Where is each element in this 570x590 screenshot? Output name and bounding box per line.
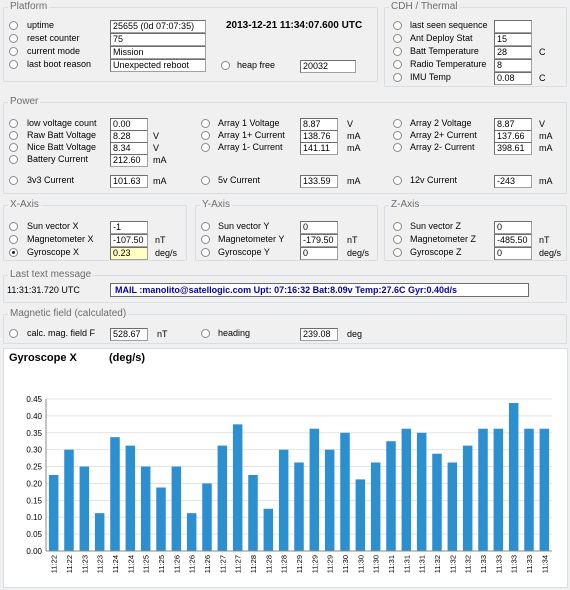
array2-plus-radio[interactable]	[393, 131, 402, 140]
last-message-text[interactable]: MAIL :manolito@satellogic.com Upt: 07:16:32 Bat:8.09v Temp:27.6C Gyr:0.40d/s	[110, 283, 529, 297]
x-tick-label: 11:32	[433, 555, 442, 574]
bar	[80, 467, 90, 551]
heading-radio[interactable]	[201, 329, 210, 338]
bar	[478, 429, 488, 551]
c5-current-unit: mA	[347, 176, 361, 186]
bar	[356, 479, 366, 551]
raw-batt-unit: V	[153, 131, 160, 141]
y-tick-label: 0.05	[26, 530, 42, 540]
bar	[448, 463, 458, 551]
sun-x-radio[interactable]	[9, 222, 18, 231]
chart-title: Gyroscope X	[9, 352, 77, 364]
x-tick-label: 11:33	[479, 555, 488, 574]
array2-minus-field[interactable]: 398.61	[494, 142, 532, 155]
array2-plus-label: Array 2+ Current	[410, 130, 477, 140]
low-voltage-label: low voltage count	[27, 118, 97, 128]
x-tick-label: 11:29	[310, 555, 320, 574]
bar	[95, 513, 105, 551]
calc-mag-unit: nT	[157, 329, 168, 339]
bar	[509, 403, 519, 551]
bar	[233, 424, 243, 551]
calc-mag-field[interactable]: 528.67	[110, 328, 148, 341]
bar	[325, 450, 335, 551]
last-seq-radio[interactable]	[393, 21, 402, 30]
gyro-y-label: Gyroscope Y	[218, 247, 270, 257]
bar	[494, 429, 504, 551]
last-boot-label: last boot reason	[27, 59, 92, 69]
gyro-x-unit: deg/s	[155, 248, 178, 258]
z-axis-title: Z-Axis	[391, 199, 420, 210]
bar	[463, 446, 473, 551]
sun-z-radio[interactable]	[393, 222, 402, 231]
mag-x-label: Magnetometer X	[27, 234, 94, 244]
radio-temp-radio[interactable]	[393, 60, 402, 69]
array2-plus-unit: mA	[539, 131, 553, 141]
ant-deploy-field[interactable]: 15	[494, 33, 532, 46]
x-tick-label: 11:33	[525, 555, 534, 574]
bar	[417, 433, 427, 551]
y-tick-label: 0.35	[26, 428, 42, 438]
bar	[540, 429, 550, 551]
bar	[49, 475, 59, 551]
last-boot-field[interactable]: Unexpected reboot	[110, 59, 206, 72]
heap-free-field[interactable]: 20032	[300, 60, 356, 73]
sun-y-field[interactable]: 0	[300, 221, 338, 234]
gyro-y-radio[interactable]	[201, 248, 210, 257]
array1-plus-field[interactable]: 138.76	[300, 130, 338, 143]
uptime-label: uptime	[27, 20, 55, 30]
last-boot-radio[interactable]	[9, 60, 18, 69]
bar	[264, 509, 274, 551]
radio-temp-field[interactable]: 8	[494, 59, 532, 72]
heap-free-label: heap free	[237, 60, 276, 70]
x-tick-label: 11:31	[402, 555, 412, 574]
current-mode-radio[interactable]	[9, 47, 18, 56]
heading-field[interactable]: 239.08	[300, 328, 338, 341]
batt-temp-unit: C	[539, 47, 546, 57]
bar	[218, 446, 228, 551]
array1-minus-label: Array 1- Current	[218, 142, 283, 152]
x-tick-label: 11:27	[218, 555, 228, 574]
array1-voltage-radio[interactable]	[201, 119, 210, 128]
gyroscope-bar-chart	[4, 349, 567, 587]
bar	[294, 463, 304, 551]
bar	[202, 483, 212, 551]
x-tick-label: 11:32	[463, 555, 473, 574]
array1-voltage-label: Array 1 Voltage	[218, 118, 280, 128]
bar	[248, 475, 258, 551]
batt-temp-field[interactable]: 28	[494, 46, 532, 59]
battery-current-radio[interactable]	[9, 155, 18, 164]
array1-minus-radio[interactable]	[201, 143, 210, 152]
c5-current-radio[interactable]	[201, 176, 210, 185]
c5-current-label: 5v Current	[218, 175, 261, 185]
ant-deploy-label: Ant Deploy Stat	[410, 33, 473, 43]
x-tick-label: 11:25	[157, 555, 166, 574]
array1-voltage-field[interactable]: 8.87	[300, 118, 338, 131]
bar	[187, 513, 197, 551]
c12-current-field[interactable]: -243	[494, 175, 532, 188]
x-tick-label: 11:23	[95, 555, 105, 574]
mag-x-radio[interactable]	[9, 235, 18, 244]
y-tick-label: 0.25	[26, 462, 42, 472]
gyro-x-radio[interactable]	[9, 248, 18, 257]
array1-plus-unit: mA	[347, 131, 361, 141]
y-tick-label: 0.40	[26, 411, 42, 421]
ant-deploy-radio[interactable]	[393, 34, 402, 43]
x-tick-label: 11:29	[325, 555, 335, 574]
bar	[402, 429, 412, 551]
heap-free-radio[interactable]	[221, 61, 230, 70]
reset-counter-field[interactable]: 75	[110, 33, 206, 46]
y-tick-label: 0.30	[26, 445, 42, 455]
mag-x-unit: nT	[155, 235, 166, 245]
y-axis-title: Y-Axis	[202, 199, 230, 210]
bar	[524, 429, 534, 551]
x-tick-label: 11:29	[295, 555, 304, 574]
bar	[310, 429, 320, 551]
nice-batt-field[interactable]: 8.34	[110, 142, 148, 155]
array2-voltage-field[interactable]: 8.87	[494, 118, 532, 131]
nice-batt-label: Nice Batt Voltage	[27, 142, 97, 152]
current-mode-field[interactable]: Mission	[110, 46, 206, 59]
chart-units: (deg/s)	[109, 352, 146, 364]
batt-temp-radio[interactable]	[393, 47, 402, 56]
sun-y-label: Sun vector Y	[218, 221, 270, 231]
gyro-z-label: Gyroscope Z	[410, 247, 462, 257]
mag-z-field[interactable]: -485.50	[494, 234, 532, 247]
array2-voltage-unit: V	[539, 119, 546, 129]
raw-batt-radio[interactable]	[9, 131, 18, 140]
x-tick-label: 11:25	[141, 555, 151, 574]
gyro-z-radio[interactable]	[393, 248, 402, 257]
gyro-z-unit: deg/s	[539, 248, 562, 258]
x-tick-label: 11:33	[494, 555, 504, 574]
array2-minus-unit: mA	[539, 143, 553, 153]
bar	[386, 441, 396, 551]
bar	[371, 463, 381, 551]
y-tick-label: 0.15	[26, 496, 42, 506]
c5-current-field[interactable]: 133.59	[300, 175, 338, 188]
c12-current-radio[interactable]	[393, 176, 402, 185]
nice-batt-unit: V	[153, 143, 160, 153]
array1-plus-label: Array 1+ Current	[218, 130, 285, 140]
array1-plus-radio[interactable]	[201, 131, 210, 140]
gyro-y-unit: deg/s	[347, 248, 370, 258]
x-tick-label: 11:34	[540, 555, 550, 574]
battery-current-field[interactable]: 212.60	[110, 154, 148, 167]
bar	[172, 467, 182, 551]
x-tick-label: 11:26	[203, 555, 212, 574]
x-tick-label: 11:30	[356, 555, 366, 574]
sun-z-label: Sun vector Z	[410, 221, 462, 231]
y-tick-label: 0.20	[26, 479, 42, 489]
x-tick-label: 11:30	[371, 555, 381, 574]
array1-voltage-unit: V	[347, 119, 354, 129]
x-tick-label: 11:26	[187, 555, 197, 574]
last-seq-label: last seen sequence	[410, 20, 488, 30]
sun-z-field[interactable]: 0	[494, 221, 532, 234]
bar	[279, 450, 289, 551]
bar	[340, 433, 350, 551]
bar	[64, 450, 74, 551]
platform-title: Platform	[10, 1, 48, 12]
array1-minus-unit: mA	[347, 143, 361, 153]
battery-current-unit: mA	[153, 155, 167, 165]
last-message-title: Last text message	[10, 269, 92, 280]
raw-batt-field[interactable]: 8.28	[110, 130, 148, 143]
bar	[110, 437, 120, 551]
x-tick-label: 11:22	[49, 555, 59, 574]
x-tick-label: 11:24	[126, 555, 136, 574]
y-tick-label: 0.45	[26, 395, 42, 404]
c12-current-label: 12v Current	[410, 175, 458, 185]
imu-temp-unit: C	[539, 73, 546, 83]
mag-z-radio[interactable]	[393, 235, 402, 244]
x-tick-label: 11:31	[387, 555, 396, 574]
x-tick-label: 11:28	[249, 555, 258, 574]
mag-y-radio[interactable]	[201, 235, 210, 244]
power-title: Power	[10, 96, 39, 107]
raw-batt-label: Raw Batt Voltage	[27, 130, 97, 140]
x-tick-label: 11:30	[341, 555, 350, 574]
magnetic-field-title: Magnetic field (calculated)	[10, 308, 127, 319]
x-tick-label: 11:23	[80, 555, 90, 574]
x-axis-title: X-Axis	[10, 199, 39, 210]
gyro-x-label: Gyroscope X	[27, 247, 80, 257]
x-tick-label: 11:31	[417, 555, 427, 574]
reset-counter-label: reset counter	[27, 33, 80, 43]
imu-temp-field[interactable]: 0.08	[494, 72, 532, 85]
mag-x-field[interactable]: -107.50	[110, 234, 148, 247]
array2-voltage-label: Array 2 Voltage	[410, 118, 472, 128]
array2-minus-radio[interactable]	[393, 143, 402, 152]
gyro-x-field[interactable]: 0.23	[110, 247, 148, 260]
sun-x-label: Sun vector X	[27, 221, 79, 231]
bar	[126, 446, 136, 551]
array2-minus-label: Array 2- Current	[410, 142, 475, 152]
array2-voltage-radio[interactable]	[393, 119, 402, 128]
array1-minus-field[interactable]: 141.11	[300, 142, 338, 155]
mag-y-field[interactable]: -179.50	[300, 234, 338, 247]
cdh-title: CDH / Thermal	[391, 1, 458, 12]
x-tick-label: 11:28	[279, 555, 289, 574]
calc-mag-radio[interactable]	[9, 329, 18, 338]
calc-mag-label: calc. mag. field F	[27, 328, 96, 338]
x-tick-label: 11:26	[172, 555, 182, 574]
low-voltage-field[interactable]: 0.00	[110, 118, 148, 131]
x-tick-label: 11:28	[264, 555, 274, 574]
c33-current-label: 3v3 Current	[27, 175, 75, 185]
x-tick-label: 11:33	[509, 555, 519, 574]
x-tick-label: 11:27	[233, 555, 243, 574]
c33-current-field[interactable]: 101.63	[110, 175, 148, 188]
imu-temp-radio[interactable]	[393, 73, 402, 82]
reset-counter-radio[interactable]	[9, 34, 18, 43]
battery-current-label: Battery Current	[27, 154, 89, 164]
sun-y-radio[interactable]	[201, 222, 210, 231]
batt-temp-label: Batt Temperature	[410, 46, 479, 56]
c33-current-unit: mA	[153, 176, 167, 186]
mag-z-label: Magnetometer Z	[410, 234, 477, 244]
c33-current-radio[interactable]	[9, 176, 18, 185]
mag-y-label: Magnetometer Y	[218, 234, 285, 244]
gyro-y-field[interactable]: 0	[300, 247, 338, 260]
nice-batt-radio[interactable]	[9, 143, 18, 152]
uptime-field[interactable]: 25655 (0d 07:07:35)	[110, 20, 206, 33]
heading-label: heading	[218, 328, 251, 338]
mag-y-unit: nT	[347, 235, 358, 245]
y-tick-label: 0.10	[26, 513, 42, 523]
array2-plus-field[interactable]: 137.66	[494, 130, 532, 143]
low-voltage-radio[interactable]	[9, 119, 18, 128]
sun-x-field[interactable]: -1	[110, 221, 148, 234]
bar	[141, 467, 151, 551]
imu-temp-label: IMU Temp	[410, 72, 451, 82]
uptime-radio[interactable]	[9, 21, 18, 30]
last-message-time: 11:31:31.720 UTC	[7, 285, 80, 295]
bar	[432, 454, 442, 551]
x-tick-label: 11:32	[448, 555, 458, 574]
bar	[156, 487, 166, 551]
timestamp: 2013-12-21 11:34:07.600 UTC	[226, 20, 363, 31]
x-tick-label: 11:22	[65, 555, 74, 574]
y-tick-label: 0.00	[26, 547, 42, 556]
gyroscope-chart-panel	[3, 348, 568, 588]
gyro-z-field[interactable]: 0	[494, 247, 532, 260]
last-seq-field[interactable]	[494, 20, 532, 33]
radio-temp-label: Radio Temperature	[410, 59, 487, 69]
x-tick-label: 11:24	[111, 555, 120, 574]
heading-unit: deg	[347, 329, 363, 339]
mag-z-unit: nT	[539, 235, 550, 245]
c12-current-unit: mA	[539, 176, 553, 186]
current-mode-label: current mode	[27, 46, 81, 56]
